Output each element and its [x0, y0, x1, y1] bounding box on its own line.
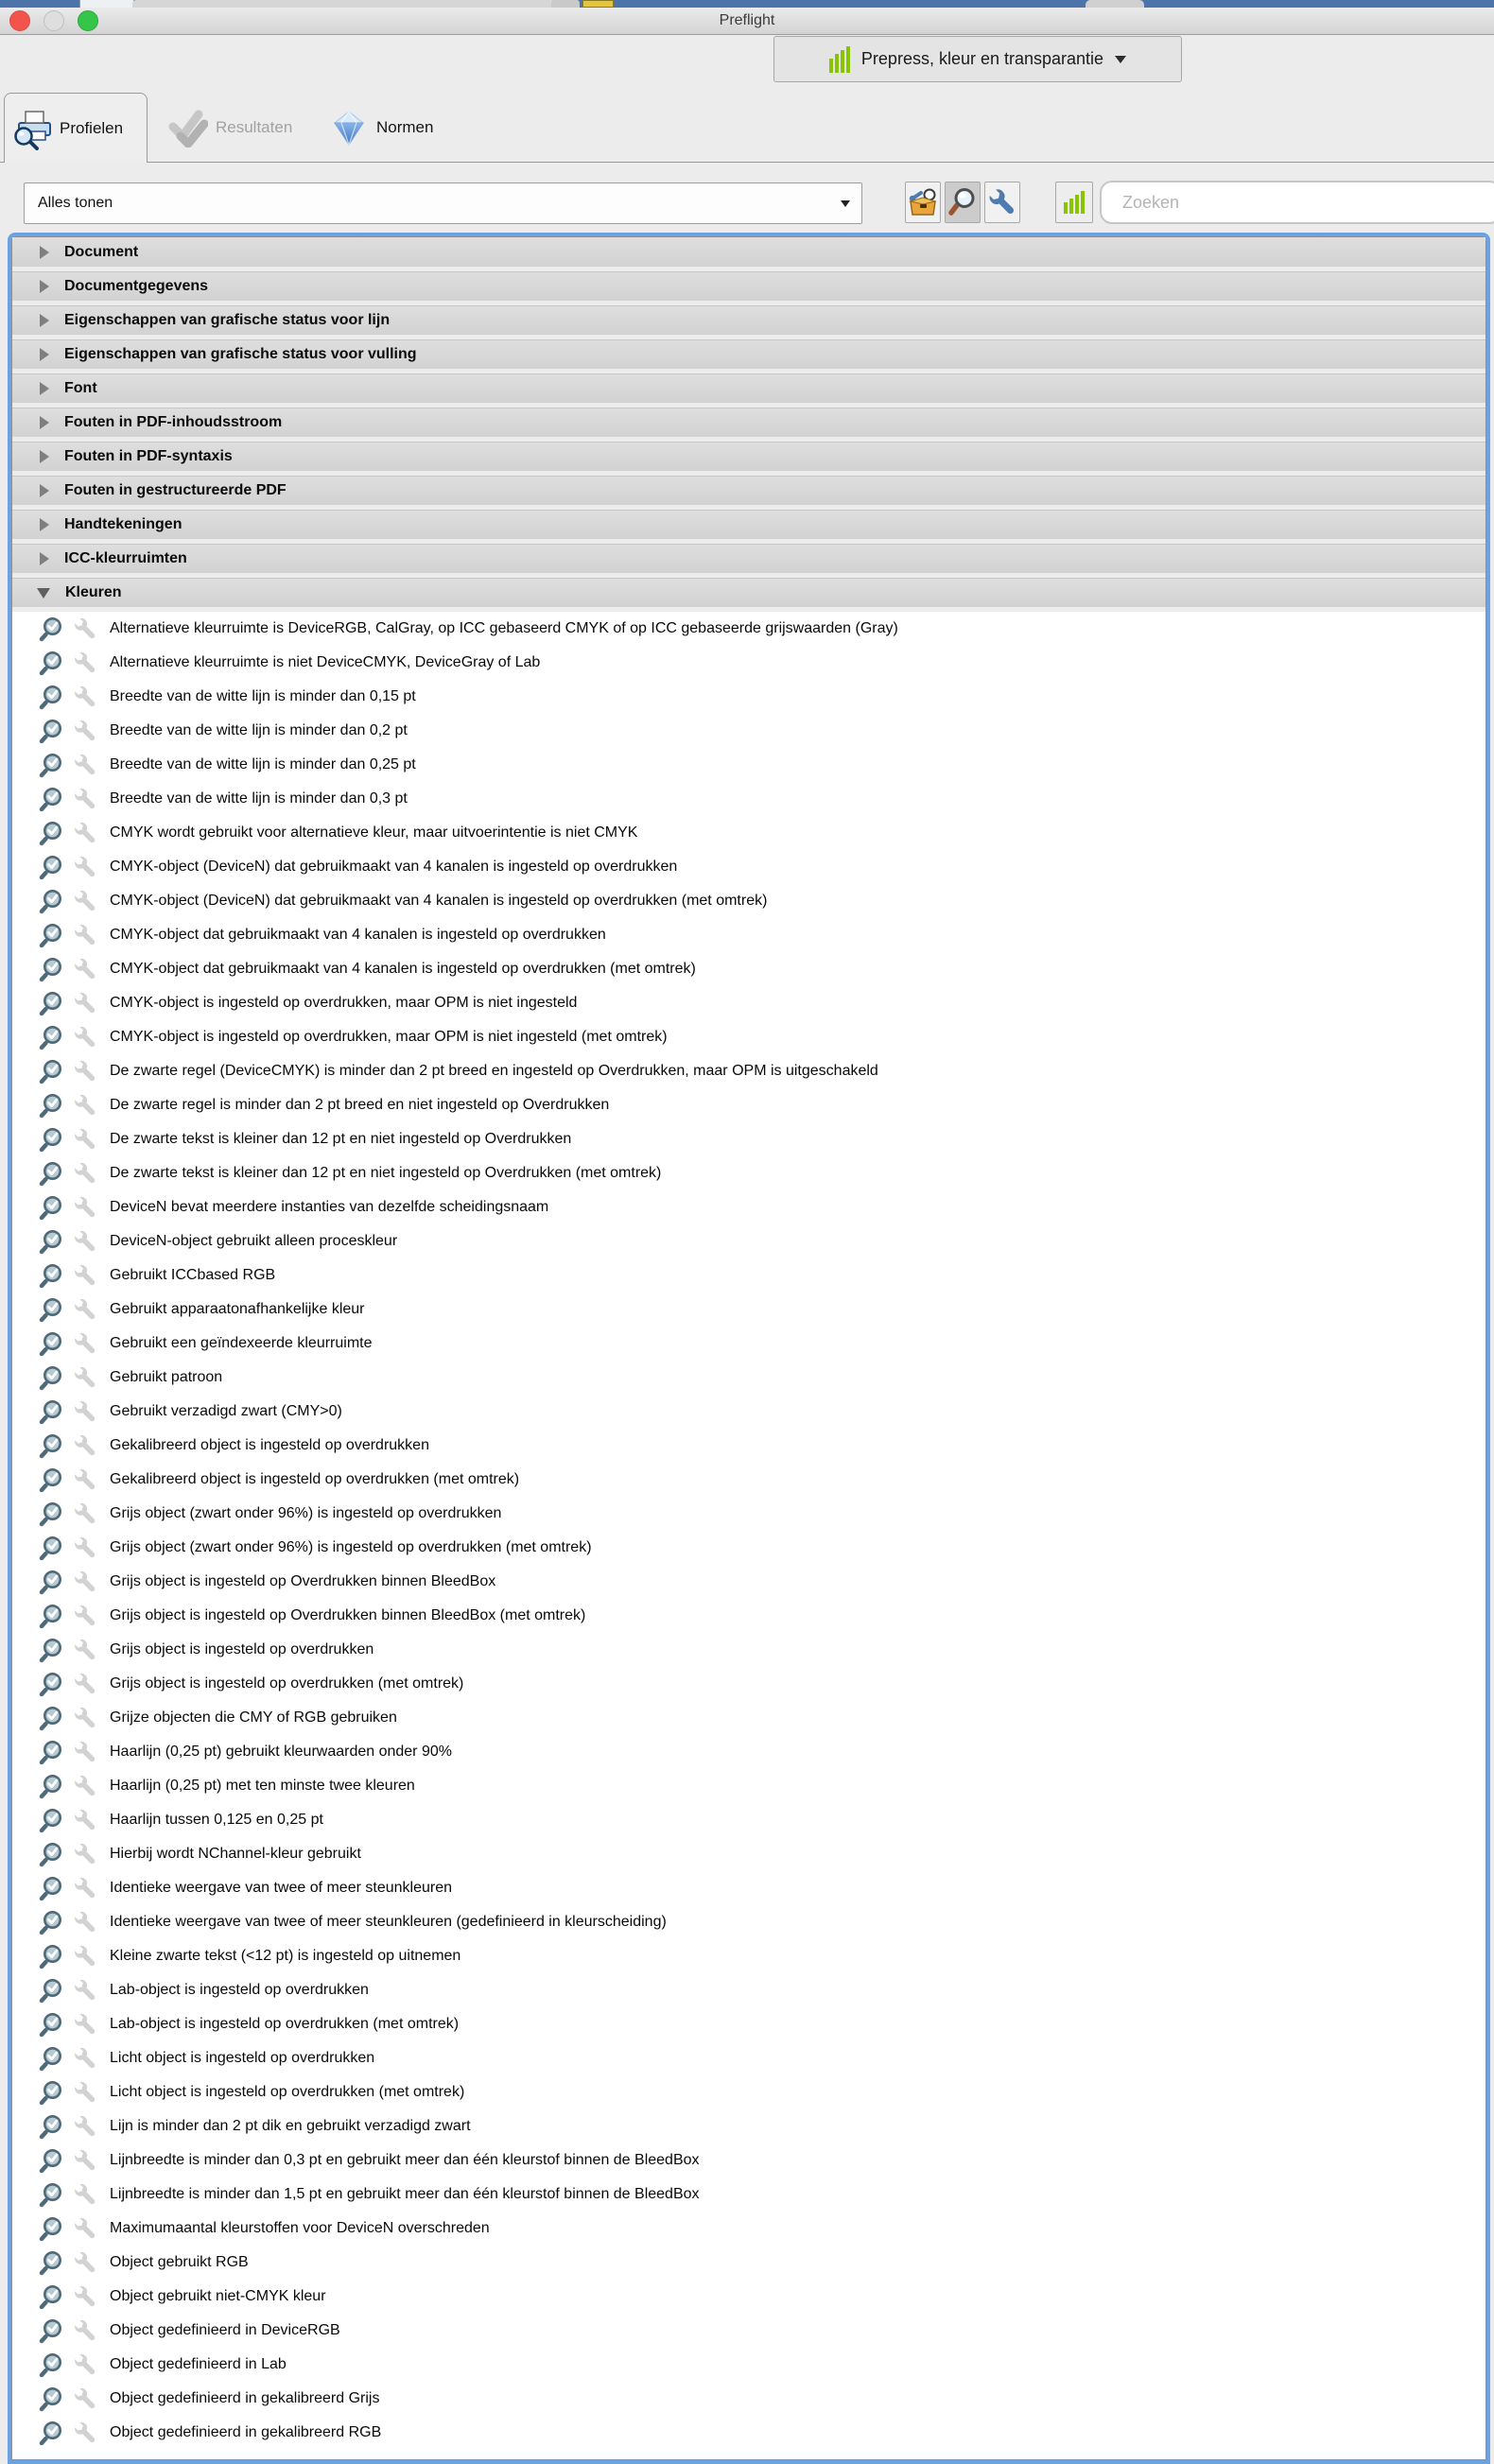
- printer-magnifier-icon: [12, 107, 56, 150]
- desktop-background-strip: [0, 0, 1494, 8]
- category-row[interactable]: [12, 544, 1485, 578]
- fixup-wrench-icon: [73, 1808, 97, 1832]
- single-check-magnifier-icon[interactable]: [39, 1296, 65, 1323]
- single-check-magnifier-icon[interactable]: [39, 888, 65, 914]
- rule-row[interactable]: [12, 1973, 1485, 2007]
- single-check-magnifier-icon[interactable]: [39, 1160, 65, 1187]
- category-label: Documentgegevens: [64, 278, 209, 294]
- category-label: Fouten in PDF-inhoudsstroom: [64, 414, 283, 430]
- single-check-magnifier-icon[interactable]: [39, 820, 65, 846]
- title-bar: [0, 8, 1494, 35]
- single-check-magnifier-icon[interactable]: [39, 2249, 65, 2276]
- rule-row[interactable]: [12, 1565, 1485, 1599]
- chevron-down-icon: [1115, 56, 1126, 63]
- rule-row[interactable]: [12, 1293, 1485, 1327]
- rule-label: Breedte van de witte lijn is minder dan 0,2 pt: [110, 722, 408, 738]
- toolbox-icon: [908, 187, 938, 217]
- rule-row[interactable]: [12, 1837, 1485, 1871]
- fixup-wrench-icon: [73, 685, 97, 709]
- filter-dropdown[interactable]: [24, 182, 862, 224]
- fixup-wrench-icon: [73, 1127, 97, 1152]
- single-check-magnifier-icon[interactable]: [39, 1909, 65, 1935]
- category-label: Eigenschappen van grafische status voor vulling: [64, 346, 417, 362]
- rule-row[interactable]: [12, 1497, 1485, 1531]
- rule-row[interactable]: [12, 612, 1485, 646]
- fixup-wrench-icon: [73, 1501, 97, 1526]
- fixup-wrench-icon: [73, 1604, 97, 1628]
- rule-label: CMYK-object (DeviceN) dat gebruikmaakt van 4 kanalen is ingesteld op overdrukken (met omtrek): [110, 893, 768, 909]
- rule-label: Hierbij wordt NChannel-kleur gebruikt: [110, 1846, 361, 1862]
- rule-row[interactable]: [12, 1803, 1485, 1837]
- single-check-magnifier-icon[interactable]: [39, 1807, 65, 1833]
- profile-set-dropdown[interactable]: [773, 36, 1182, 82]
- rule-label: Gebruikt apparaatonafhankelijke kleur: [110, 1301, 365, 1317]
- rule-row[interactable]: [12, 1701, 1485, 1735]
- rule-label: Gebruikt patroon: [110, 1369, 223, 1385]
- rule-label: DeviceN-object gebruikt alleen proceskleur: [110, 1233, 398, 1249]
- fixup-wrench-icon: [73, 2012, 97, 2037]
- rule-label: Grijs object is ingesteld op Overdrukken binnen BleedBox (met omtrek): [110, 1607, 586, 1623]
- rule-row[interactable]: [12, 2382, 1485, 2416]
- rule-row[interactable]: [12, 2416, 1485, 2450]
- single-check-magnifier-icon[interactable]: [39, 922, 65, 948]
- single-check-magnifier-icon[interactable]: [39, 1330, 65, 1357]
- single-check-magnifier-icon[interactable]: [39, 1637, 65, 1663]
- fixup-wrench-icon: [73, 2318, 97, 2343]
- disclosure-triangle-icon[interactable]: [40, 280, 49, 293]
- rule-row[interactable]: [12, 2280, 1485, 2314]
- single-check-magnifier-icon[interactable]: [39, 1501, 65, 1527]
- rule-label: Lab-object is ingesteld op overdrukken (met omtrek): [110, 2016, 460, 2032]
- rule-row[interactable]: [12, 1054, 1485, 1088]
- rule-label: CMYK-object (DeviceN) dat gebruikmaakt van 4 kanalen is ingesteld op overdrukken: [110, 859, 678, 875]
- rule-label: De zwarte regel is minder dan 2 pt breed en niet ingesteld op Overdrukken: [110, 1097, 610, 1113]
- category-row[interactable]: [12, 476, 1485, 510]
- background-badge-fragment: [582, 0, 614, 8]
- single-check-magnifier-icon[interactable]: [39, 2147, 65, 2174]
- rule-row[interactable]: [12, 1939, 1485, 1973]
- rule-label: Licht object is ingesteld op overdrukken: [110, 2050, 375, 2066]
- single-check-magnifier-icon[interactable]: [39, 1773, 65, 1799]
- single-check-magnifier-icon[interactable]: [39, 2113, 65, 2140]
- fixup-wrench-icon: [73, 753, 97, 777]
- single-check-magnifier-icon[interactable]: [39, 1398, 65, 1425]
- prepress-bars-icon: [829, 46, 850, 73]
- rule-row[interactable]: [12, 2041, 1485, 2075]
- rule-label: Haarlijn tussen 0,125 en 0,25 pt: [110, 1812, 323, 1828]
- rule-label: Grijs object is ingesteld op overdrukken: [110, 1641, 374, 1657]
- rule-label: Gebruikt ICCbased RGB: [110, 1267, 276, 1283]
- fixup-wrench-icon: [73, 1570, 97, 1594]
- tab-profielen-label: Profielen: [60, 118, 124, 137]
- category-row[interactable]: [12, 305, 1485, 339]
- single-check-magnifier-icon[interactable]: [39, 1943, 65, 1969]
- tab-normen-label: Normen: [376, 118, 434, 136]
- rule-row[interactable]: [12, 1190, 1485, 1224]
- single-check-magnifier-icon[interactable]: [39, 752, 65, 778]
- rule-label: Object gebruikt niet-CMYK kleur: [110, 2288, 326, 2304]
- double-check-icon: [166, 108, 208, 147]
- fixup-wrench-icon: [73, 2182, 97, 2207]
- rule-label: Grijs object (zwart onder 96%) is ingesteld op overdrukken (met omtrek): [110, 1539, 592, 1555]
- fixup-wrench-icon: [73, 1365, 97, 1390]
- rule-row[interactable]: [12, 816, 1485, 850]
- fixup-wrench-icon: [73, 1195, 97, 1220]
- category-row[interactable]: [12, 578, 1485, 612]
- single-check-magnifier-icon[interactable]: [39, 1603, 65, 1629]
- rule-label: Identieke weergave van twee of meer steunkleuren: [110, 1880, 452, 1896]
- fixup-wrench-icon: [73, 2046, 97, 2071]
- tab-resultaten[interactable]: [166, 104, 292, 151]
- single-check-magnifier-icon[interactable]: [39, 1671, 65, 1697]
- single-check-magnifier-icon[interactable]: [39, 1841, 65, 1867]
- rule-label: De zwarte tekst is kleiner dan 12 pt en niet ingesteld op Overdrukken (met omtrek): [110, 1165, 662, 1181]
- rule-label: Gebruikt verzadigd zwart (CMY>0): [110, 1403, 342, 1419]
- fixup-wrench-icon: [73, 1025, 97, 1050]
- rule-label: Identieke weergave van twee of meer steunkleuren (gedefinieerd in kleurscheiding): [110, 1914, 667, 1930]
- category-row[interactable]: [12, 237, 1485, 271]
- fixup-wrench-icon: [73, 1978, 97, 2003]
- fixup-wrench-icon: [73, 1638, 97, 1662]
- fixup-wrench-icon: [73, 616, 97, 641]
- rule-label: Lab-object is ingesteld op overdrukken: [110, 1982, 369, 1998]
- fixups-button[interactable]: [984, 182, 1020, 223]
- single-check-magnifier-icon[interactable]: [39, 956, 65, 982]
- prepress-bars-icon: [1064, 191, 1085, 214]
- rule-label: DeviceN bevat meerdere instanties van dezelfde scheidingsnaam: [110, 1199, 549, 1215]
- rule-row[interactable]: [12, 1735, 1485, 1769]
- magnifier-icon: [947, 187, 978, 217]
- category-label: Document: [64, 243, 139, 260]
- single-check-magnifier-icon[interactable]: [39, 2386, 65, 2412]
- rule-label: Breedte van de witte lijn is minder dan 0,3 pt: [110, 790, 408, 807]
- fixup-wrench-icon: [73, 1740, 97, 1764]
- rule-row[interactable]: [12, 1224, 1485, 1258]
- rule-label: De zwarte regel (DeviceCMYK) is minder dan 2 pt breed en ingesteld op Overdrukken, maar OPM is uitgeschakeld: [110, 1063, 878, 1079]
- single-check-magnifier-icon[interactable]: [39, 1875, 65, 1901]
- fixup-wrench-icon: [73, 1331, 97, 1356]
- single-check-magnifier-icon[interactable]: [39, 1432, 65, 1459]
- rule-row[interactable]: [12, 2109, 1485, 2143]
- tab-normen[interactable]: [329, 104, 433, 151]
- fixup-wrench-icon: [73, 1161, 97, 1186]
- fixup-wrench-icon: [73, 2284, 97, 2309]
- rule-label: Object gedefinieerd in DeviceRGB: [110, 2322, 340, 2338]
- rule-row[interactable]: [12, 850, 1485, 884]
- rule-label: Gekalibreerd object is ingesteld op overdrukken: [110, 1437, 429, 1453]
- single-check-magnifier-icon[interactable]: [39, 2420, 65, 2446]
- fixup-wrench-icon: [73, 1910, 97, 1935]
- rule-label: Object gedefinieerd in gekalibreerd Grijs: [110, 2390, 380, 2406]
- single-check-magnifier-icon[interactable]: [39, 2079, 65, 2106]
- rule-row[interactable]: [12, 2314, 1485, 2348]
- fixup-wrench-icon: [73, 787, 97, 811]
- disclosure-triangle-icon[interactable]: [40, 450, 49, 463]
- tab-divider: [0, 162, 1494, 163]
- rule-label: Lijnbreedte is minder dan 1,5 pt en gebruikt meer dan één kleurstof binnen de BleedBox: [110, 2186, 700, 2202]
- fixup-wrench-icon: [73, 1059, 97, 1084]
- rule-row[interactable]: [12, 680, 1485, 714]
- rule-row[interactable]: [12, 884, 1485, 918]
- single-check-magnifier-icon[interactable]: [39, 1569, 65, 1595]
- fixup-wrench-icon: [73, 2114, 97, 2139]
- category-row[interactable]: [12, 339, 1485, 373]
- rule-label: Haarlijn (0,25 pt) met ten minste twee kleuren: [110, 1778, 415, 1794]
- rule-row[interactable]: [12, 2212, 1485, 2246]
- search-profiles-button[interactable]: [945, 182, 981, 223]
- background-window-fragment: [1086, 0, 1144, 8]
- single-check-magnifier-icon[interactable]: [39, 1228, 65, 1255]
- background-window-fragment: [551, 0, 580, 8]
- rule-row[interactable]: [12, 1871, 1485, 1905]
- rule-label: CMYK-object is ingesteld op overdrukken, maar OPM is niet ingesteld: [110, 995, 578, 1011]
- rule-row[interactable]: [12, 918, 1485, 952]
- single-check-magnifier-icon[interactable]: [39, 1194, 65, 1221]
- category-label: ICC-kleurruimten: [64, 550, 187, 566]
- rule-row[interactable]: [12, 748, 1485, 782]
- fixup-wrench-icon: [73, 1706, 97, 1730]
- background-window-fragment: [132, 0, 569, 8]
- category-label: Font: [64, 380, 97, 396]
- rule-row[interactable]: [12, 1361, 1485, 1395]
- rule-row[interactable]: [12, 2143, 1485, 2178]
- fixup-wrench-icon: [73, 2250, 97, 2275]
- rule-row[interactable]: [12, 2178, 1485, 2212]
- rule-label: Licht object is ingesteld op overdrukken (met omtrek): [110, 2084, 465, 2100]
- wrench-icon: [987, 187, 1017, 217]
- category-label: Fouten in PDF-syntaxis: [64, 448, 233, 464]
- rule-row[interactable]: [12, 1531, 1485, 1565]
- category-row[interactable]: [12, 510, 1485, 544]
- fixup-wrench-icon: [73, 1944, 97, 1969]
- rule-label: Grijs object is ingesteld op overdrukken (met omtrek): [110, 1675, 464, 1692]
- single-check-magnifier-icon[interactable]: [39, 2215, 65, 2242]
- disclosure-triangle-icon[interactable]: [40, 416, 49, 429]
- category-label: Handtekeningen: [64, 516, 182, 532]
- disclosure-triangle-icon[interactable]: [40, 246, 49, 259]
- search-input[interactable]: [1100, 181, 1494, 224]
- rule-label: Maximumaantal kleurstoffen voor DeviceN overschreden: [110, 2220, 490, 2236]
- filter-selected-value: Alles tonen: [38, 195, 113, 211]
- disclosure-triangle-icon[interactable]: [37, 588, 50, 599]
- rule-row[interactable]: [12, 1905, 1485, 1939]
- rule-row[interactable]: [12, 986, 1485, 1020]
- single-check-magnifier-icon[interactable]: [39, 1024, 65, 1050]
- rule-label: CMYK-object dat gebruikmaakt van 4 kanalen is ingesteld op overdrukken: [110, 927, 606, 943]
- rule-row[interactable]: [12, 2348, 1485, 2382]
- rule-label: CMYK-object is ingesteld op overdrukken, maar OPM is niet ingesteld (met omtrek): [110, 1029, 668, 1045]
- rule-label: Gekalibreerd object is ingesteld op overdrukken (met omtrek): [110, 1471, 520, 1487]
- rule-label: Grijs object is ingesteld op Overdrukken binnen BleedBox: [110, 1573, 496, 1589]
- disclosure-triangle-icon[interactable]: [40, 518, 49, 531]
- category-row[interactable]: [12, 442, 1485, 476]
- single-check-magnifier-icon[interactable]: [39, 2283, 65, 2310]
- rule-label: Grijs object (zwart onder 96%) is ingesteld op overdrukken: [110, 1505, 502, 1521]
- rule-row[interactable]: [12, 1258, 1485, 1293]
- single-check-magnifier-icon[interactable]: [39, 2317, 65, 2344]
- fixup-wrench-icon: [73, 1093, 97, 1118]
- profile-library-button[interactable]: [905, 182, 941, 223]
- single-check-magnifier-icon[interactable]: [39, 1705, 65, 1731]
- rule-label: CMYK-object dat gebruikmaakt van 4 kanalen is ingesteld op overdrukken (met omtrek): [110, 961, 696, 977]
- fixup-wrench-icon: [73, 855, 97, 879]
- rule-row[interactable]: [12, 1463, 1485, 1497]
- rule-row[interactable]: [12, 1020, 1485, 1054]
- rule-row[interactable]: [12, 1327, 1485, 1361]
- fixup-wrench-icon: [73, 821, 97, 845]
- rule-row[interactable]: [12, 1088, 1485, 1122]
- rule-row[interactable]: [12, 1395, 1485, 1429]
- rule-label: Lijnbreedte is minder dan 0,3 pt en gebruikt meer dan één kleurstof binnen de BleedBox: [110, 2152, 700, 2168]
- fixup-wrench-icon: [73, 2421, 97, 2445]
- fixup-wrench-icon: [73, 1467, 97, 1492]
- rule-label: Object gebruikt RGB: [110, 2254, 249, 2270]
- fixup-wrench-icon: [73, 1433, 97, 1458]
- single-check-magnifier-icon[interactable]: [39, 616, 65, 642]
- tab-resultaten-label: Resultaten: [216, 118, 293, 136]
- single-check-magnifier-icon[interactable]: [39, 2351, 65, 2378]
- rule-label: Alternatieve kleurruimte is niet DeviceCMYK, DeviceGray of Lab: [110, 654, 541, 670]
- rule-row[interactable]: [12, 2007, 1485, 2041]
- rule-row[interactable]: [12, 646, 1485, 680]
- single-check-magnifier-icon[interactable]: [39, 1126, 65, 1153]
- rule-label: Gebruikt een geïndexeerde kleurruimte: [110, 1335, 373, 1351]
- tab-profielen[interactable]: [4, 93, 148, 163]
- disclosure-triangle-icon[interactable]: [40, 552, 49, 565]
- rule-row[interactable]: [12, 714, 1485, 748]
- disclosure-triangle-icon[interactable]: [40, 382, 49, 395]
- single-check-magnifier-icon[interactable]: [39, 1058, 65, 1085]
- rule-row[interactable]: [12, 1769, 1485, 1803]
- single-check-magnifier-icon[interactable]: [39, 854, 65, 880]
- category-row[interactable]: [12, 271, 1485, 305]
- rule-row[interactable]: [12, 782, 1485, 816]
- disclosure-triangle-icon[interactable]: [40, 484, 49, 497]
- fixup-wrench-icon: [73, 957, 97, 981]
- single-check-magnifier-icon[interactable]: [39, 990, 65, 1016]
- single-check-magnifier-icon[interactable]: [39, 2045, 65, 2072]
- fixup-wrench-icon: [73, 2080, 97, 2105]
- single-check-magnifier-icon[interactable]: [39, 1262, 65, 1289]
- rule-label: Breedte van de witte lijn is minder dan 0,15 pt: [110, 688, 416, 704]
- rule-row[interactable]: [12, 1156, 1485, 1190]
- single-check-magnifier-icon[interactable]: [39, 786, 65, 812]
- rule-row[interactable]: [12, 1599, 1485, 1633]
- fixup-wrench-icon: [73, 889, 97, 913]
- chevron-down-icon: [841, 200, 850, 207]
- fixup-wrench-icon: [73, 2386, 97, 2411]
- disclosure-triangle-icon[interactable]: [40, 348, 49, 361]
- rule-label: CMYK wordt gebruikt voor alternatieve kleur, maar uitvoerintentie is niet CMYK: [110, 824, 638, 841]
- rule-row[interactable]: [12, 2075, 1485, 2109]
- rule-label: De zwarte tekst is kleiner dan 12 pt en niet ingesteld op Overdrukken: [110, 1131, 572, 1147]
- fixup-wrench-icon: [73, 1399, 97, 1424]
- category-label: Eigenschappen van grafische status voor lijn: [64, 312, 391, 328]
- fixup-wrench-icon: [73, 2148, 97, 2173]
- rule-row[interactable]: [12, 952, 1485, 986]
- diamond-icon: [329, 108, 369, 147]
- rule-label: Kleine zwarte tekst (<12 pt) is ingesteld op uitnemen: [110, 1948, 461, 1964]
- rule-row[interactable]: [12, 1667, 1485, 1701]
- fixup-wrench-icon: [73, 719, 97, 743]
- rule-label: Haarlijn (0,25 pt) gebruikt kleurwaarden onder 90%: [110, 1744, 452, 1760]
- rule-label: Object gedefinieerd in Lab: [110, 2356, 287, 2372]
- fixup-wrench-icon: [73, 923, 97, 947]
- rule-label: Lijn is minder dan 2 pt dik en gebruikt verzadigd zwart: [110, 2118, 471, 2134]
- rule-label: Breedte van de witte lijn is minder dan 0,25 pt: [110, 756, 416, 772]
- single-check-magnifier-icon[interactable]: [39, 1092, 65, 1119]
- rule-row[interactable]: [12, 1429, 1485, 1463]
- prepress-bars-button[interactable]: [1055, 182, 1093, 223]
- category-label: Fouten in gestructureerde PDF: [64, 482, 287, 498]
- category-row[interactable]: [12, 373, 1485, 408]
- fixup-wrench-icon: [73, 1229, 97, 1254]
- single-check-magnifier-icon[interactable]: [39, 2011, 65, 2038]
- single-check-magnifier-icon[interactable]: [39, 1739, 65, 1765]
- fixup-wrench-icon: [73, 651, 97, 675]
- single-check-magnifier-icon[interactable]: [39, 1364, 65, 1391]
- fixup-wrench-icon: [73, 1536, 97, 1560]
- single-check-magnifier-icon[interactable]: [39, 684, 65, 710]
- background-window-fragment: [79, 0, 134, 8]
- category-row[interactable]: [12, 408, 1485, 442]
- fixup-wrench-icon: [73, 1263, 97, 1288]
- fixup-wrench-icon: [73, 2216, 97, 2241]
- profile-set-label: Prepress, kleur en transparantie: [860, 49, 1104, 68]
- fixup-wrench-icon: [73, 1876, 97, 1900]
- rule-label: Object gedefinieerd in gekalibreerd RGB: [110, 2424, 382, 2440]
- profiles-list[interactable]: [8, 233, 1490, 2464]
- fixup-wrench-icon: [73, 1297, 97, 1322]
- rule-label: Alternatieve kleurruimte is DeviceRGB, CalGray, op ICC gebaseerd CMYK of op ICC gebaseerde grijswaarden (Gray): [110, 620, 898, 636]
- rule-label: Grijze objecten die CMY of RGB gebruiken: [110, 1709, 397, 1726]
- category-label: Kleuren: [65, 584, 122, 600]
- rule-row[interactable]: [12, 1633, 1485, 1667]
- single-check-magnifier-icon[interactable]: [39, 1535, 65, 1561]
- rule-row[interactable]: [12, 1122, 1485, 1156]
- single-check-magnifier-icon[interactable]: [39, 650, 65, 676]
- single-check-magnifier-icon[interactable]: [39, 1977, 65, 2004]
- fixup-wrench-icon: [73, 1672, 97, 1696]
- disclosure-triangle-icon[interactable]: [40, 314, 49, 327]
- fixup-wrench-icon: [73, 2352, 97, 2377]
- fixup-wrench-icon: [73, 1842, 97, 1866]
- single-check-magnifier-icon[interactable]: [39, 2181, 65, 2208]
- rule-row[interactable]: [12, 2246, 1485, 2280]
- single-check-magnifier-icon[interactable]: [39, 718, 65, 744]
- fixup-wrench-icon: [73, 991, 97, 1015]
- fixup-wrench-icon: [73, 1774, 97, 1798]
- window-title: Preflight: [719, 12, 775, 28]
- single-check-magnifier-icon[interactable]: [39, 1466, 65, 1493]
